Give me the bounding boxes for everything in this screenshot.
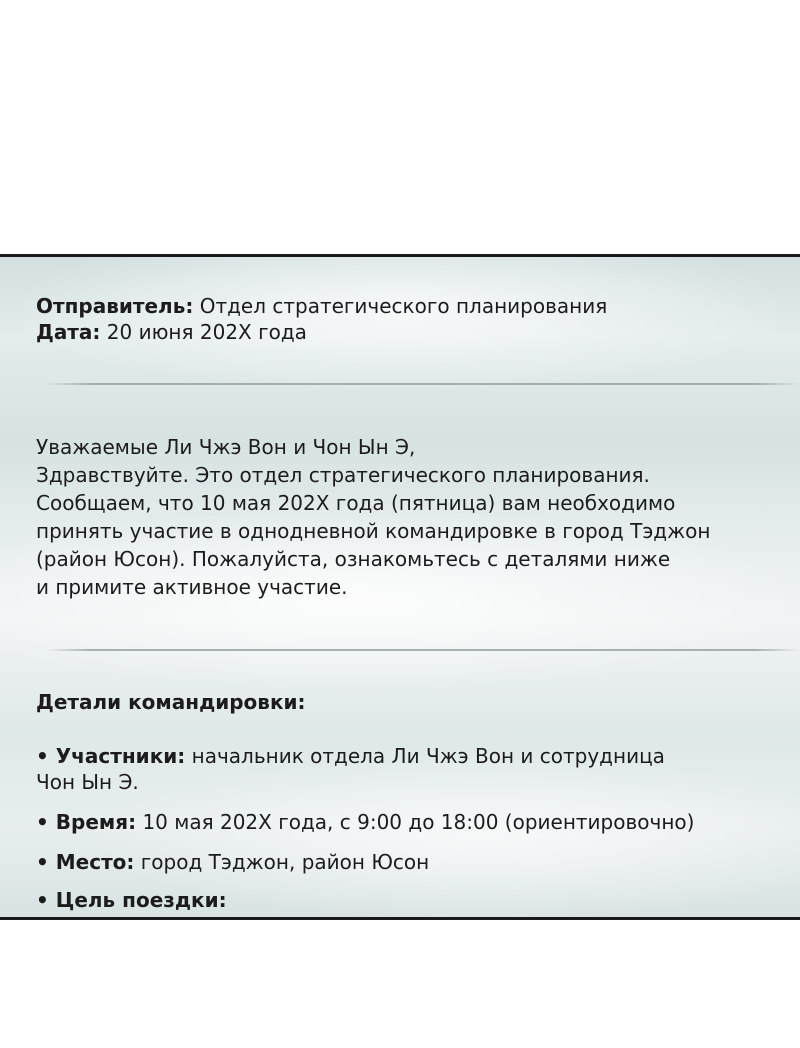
sender-label: Отправитель: — [36, 294, 194, 318]
bullet-symbol: • — [36, 850, 49, 874]
participants-label: Участники: — [55, 744, 186, 768]
bullet-symbol: • — [36, 810, 49, 834]
bullet-symbol: • — [36, 888, 49, 912]
details-title: Детали командировки: — [36, 690, 306, 714]
participants-value: начальник отдела Ли Чжэ Вон и сотрудница — [191, 744, 665, 768]
participants-item-cont — [36, 769, 139, 795]
participants-value-cont: Чон Ын Э. — [36, 770, 139, 794]
time-label: Время: — [55, 810, 137, 834]
divider-bottom — [46, 649, 800, 651]
message-line: Сообщаем, что 10 мая 202X года (пятница) вам необходимо — [36, 491, 676, 515]
purpose-item — [36, 887, 227, 913]
date-value: 20 июня 202X года — [106, 320, 307, 344]
message-body — [36, 433, 710, 601]
purpose-label: Цель поездки: — [55, 888, 227, 912]
sender-line — [36, 293, 607, 319]
message-line: принять участие в однодневной командировке в город Тэджон — [36, 519, 711, 543]
time-item — [36, 809, 694, 835]
bullet-symbol: • — [36, 744, 49, 768]
participants-item — [36, 743, 665, 769]
message-line: (район Юсон). Пожалуйста, ознакомьтесь с деталями ниже — [36, 547, 671, 571]
message-line: Здравствуйте. Это отдел стратегического планирования. — [36, 463, 650, 487]
place-item — [36, 849, 429, 875]
message-line: Уважаемые Ли Чжэ Вон и Чон Ын Э, — [36, 435, 416, 459]
date-line — [36, 319, 307, 345]
place-value: город Тэджон, район Юсон — [140, 850, 430, 874]
notice-panel — [0, 254, 800, 920]
date-label: Дата: — [36, 320, 101, 344]
time-value: 10 мая 202X года, с 9:00 до 18:00 (ориентировочно) — [142, 810, 695, 834]
place-label: Место: — [55, 850, 135, 874]
sender-value: Отдел стратегического планирования — [199, 294, 608, 318]
message-line: и примите активное участие. — [36, 575, 348, 599]
divider-top — [46, 383, 800, 385]
